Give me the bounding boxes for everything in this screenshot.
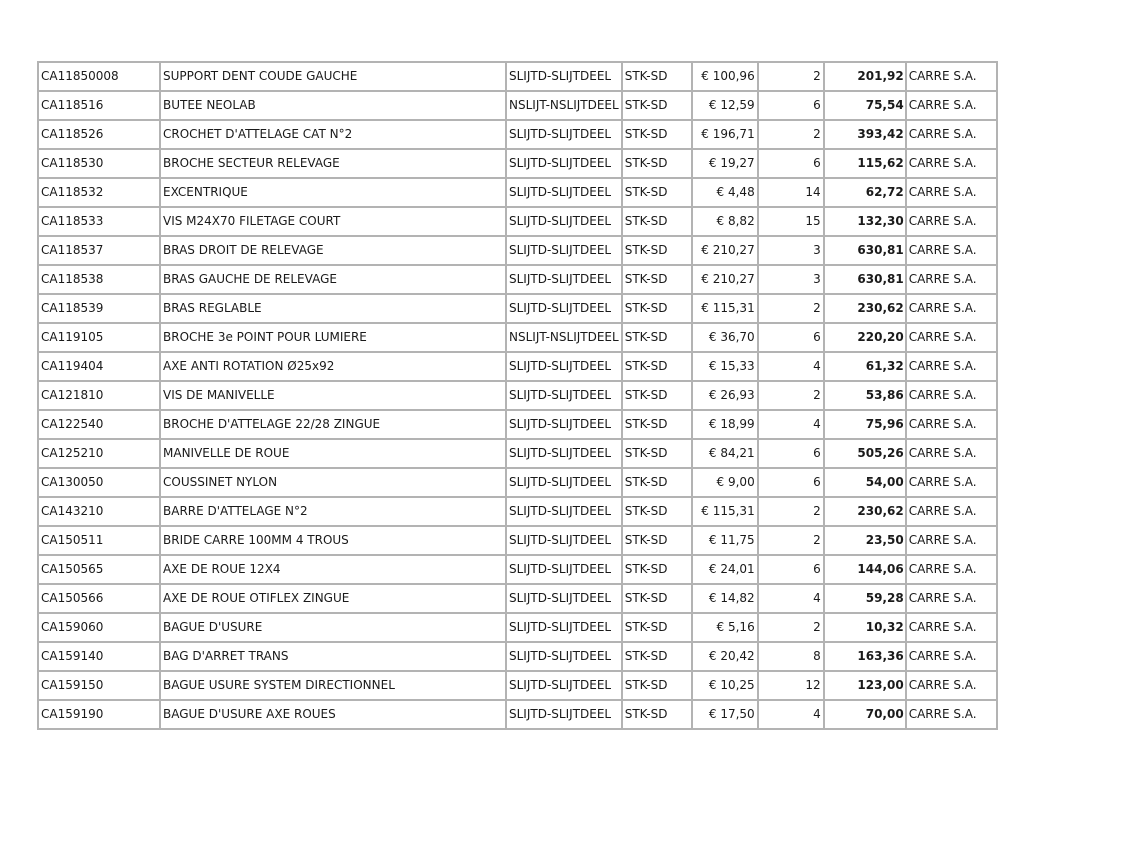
supplier-cell: CARRE S.A. — [906, 120, 997, 149]
table-row — [38, 207, 997, 236]
unit-price-cell: € 17,50 — [692, 700, 758, 729]
category-cell: SLIJTD-SLIJTDEEL — [506, 149, 622, 178]
part-code-cell: CA130050 — [38, 468, 160, 497]
description-cell: BRIDE CARRE 100MM 4 TROUS — [160, 526, 506, 555]
category-cell: SLIJTD-SLIJTDEEL — [506, 178, 622, 207]
unit-cell: STK-SD — [622, 120, 692, 149]
unit-price-cell: € 5,16 — [692, 613, 758, 642]
description-cell: BRAS DROIT DE RELEVAGE — [160, 236, 506, 265]
part-code-cell: CA119105 — [38, 323, 160, 352]
line-total-cell: 220,20 — [824, 323, 906, 352]
quantity-cell: 2 — [758, 613, 824, 642]
line-total-cell: 132,30 — [824, 207, 906, 236]
description-cell: BROCHE SECTEUR RELEVAGE — [160, 149, 506, 178]
supplier-cell: CARRE S.A. — [906, 555, 997, 584]
unit-price-cell: € 18,99 — [692, 410, 758, 439]
supplier-cell: CARRE S.A. — [906, 91, 997, 120]
quantity-cell: 6 — [758, 149, 824, 178]
table-row — [38, 149, 997, 178]
quantity-cell: 15 — [758, 207, 824, 236]
category-cell: SLIJTD-SLIJTDEEL — [506, 265, 622, 294]
unit-cell: STK-SD — [622, 323, 692, 352]
unit-cell: STK-SD — [622, 700, 692, 729]
unit-cell: STK-SD — [622, 236, 692, 265]
table-row — [38, 671, 997, 700]
line-total-cell: 393,42 — [824, 120, 906, 149]
parts-table-body — [38, 62, 997, 729]
line-total-cell: 10,32 — [824, 613, 906, 642]
category-cell: SLIJTD-SLIJTDEEL — [506, 410, 622, 439]
unit-price-cell: € 12,59 — [692, 91, 758, 120]
table-row — [38, 497, 997, 526]
unit-cell: STK-SD — [622, 294, 692, 323]
line-total-cell: 123,00 — [824, 671, 906, 700]
unit-cell: STK-SD — [622, 410, 692, 439]
supplier-cell: CARRE S.A. — [906, 207, 997, 236]
quantity-cell: 6 — [758, 555, 824, 584]
unit-price-cell: € 210,27 — [692, 265, 758, 294]
supplier-cell: CARRE S.A. — [906, 62, 997, 91]
unit-price-cell: € 210,27 — [692, 236, 758, 265]
supplier-cell: CARRE S.A. — [906, 642, 997, 671]
description-cell: BROCHE D'ATTELAGE 22/28 ZINGUE — [160, 410, 506, 439]
unit-cell: STK-SD — [622, 613, 692, 642]
description-cell: MANIVELLE DE ROUE — [160, 439, 506, 468]
quantity-cell: 6 — [758, 468, 824, 497]
description-cell: AXE ANTI ROTATION Ø25x92 — [160, 352, 506, 381]
unit-cell: STK-SD — [622, 91, 692, 120]
part-code-cell: CA118532 — [38, 178, 160, 207]
part-code-cell: CA11850008 — [38, 62, 160, 91]
unit-cell: STK-SD — [622, 497, 692, 526]
quantity-cell: 14 — [758, 178, 824, 207]
part-code-cell: CA118539 — [38, 294, 160, 323]
category-cell: SLIJTD-SLIJTDEEL — [506, 352, 622, 381]
unit-cell: STK-SD — [622, 439, 692, 468]
line-total-cell: 23,50 — [824, 526, 906, 555]
quantity-cell: 6 — [758, 439, 824, 468]
unit-price-cell: € 24,01 — [692, 555, 758, 584]
table-row — [38, 584, 997, 613]
table-row — [38, 642, 997, 671]
unit-cell: STK-SD — [622, 62, 692, 91]
supplier-cell: CARRE S.A. — [906, 700, 997, 729]
unit-cell: STK-SD — [622, 468, 692, 497]
table-row — [38, 62, 997, 91]
quantity-cell: 8 — [758, 642, 824, 671]
description-cell: BRAS REGLABLE — [160, 294, 506, 323]
table-row — [38, 178, 997, 207]
quantity-cell: 4 — [758, 352, 824, 381]
quantity-cell: 2 — [758, 381, 824, 410]
line-total-cell: 75,96 — [824, 410, 906, 439]
unit-cell: STK-SD — [622, 381, 692, 410]
part-code-cell: CA150511 — [38, 526, 160, 555]
table-row — [38, 439, 997, 468]
part-code-cell: CA122540 — [38, 410, 160, 439]
category-cell: SLIJTD-SLIJTDEEL — [506, 526, 622, 555]
line-total-cell: 54,00 — [824, 468, 906, 497]
category-cell: SLIJTD-SLIJTDEEL — [506, 671, 622, 700]
part-code-cell: CA150566 — [38, 584, 160, 613]
part-code-cell: CA118533 — [38, 207, 160, 236]
supplier-cell: CARRE S.A. — [906, 352, 997, 381]
line-total-cell: 59,28 — [824, 584, 906, 613]
unit-price-cell: € 100,96 — [692, 62, 758, 91]
table-row — [38, 294, 997, 323]
table-row — [38, 323, 997, 352]
part-code-cell: CA118538 — [38, 265, 160, 294]
table-row — [38, 613, 997, 642]
table-row — [38, 120, 997, 149]
category-cell: SLIJTD-SLIJTDEEL — [506, 700, 622, 729]
line-total-cell: 115,62 — [824, 149, 906, 178]
category-cell: SLIJTD-SLIJTDEEL — [506, 584, 622, 613]
supplier-cell: CARRE S.A. — [906, 497, 997, 526]
unit-price-cell: € 15,33 — [692, 352, 758, 381]
supplier-cell: CARRE S.A. — [906, 439, 997, 468]
supplier-cell: CARRE S.A. — [906, 584, 997, 613]
unit-price-cell: € 115,31 — [692, 294, 758, 323]
quantity-cell: 2 — [758, 294, 824, 323]
table-row — [38, 381, 997, 410]
category-cell: SLIJTD-SLIJTDEEL — [506, 294, 622, 323]
line-total-cell: 201,92 — [824, 62, 906, 91]
line-total-cell: 62,72 — [824, 178, 906, 207]
table-row — [38, 700, 997, 729]
table-row — [38, 410, 997, 439]
unit-price-cell: € 36,70 — [692, 323, 758, 352]
description-cell: BARRE D'ATTELAGE N°2 — [160, 497, 506, 526]
unit-cell: STK-SD — [622, 584, 692, 613]
part-code-cell: CA143210 — [38, 497, 160, 526]
description-cell: VIS DE MANIVELLE — [160, 381, 506, 410]
category-cell: SLIJTD-SLIJTDEEL — [506, 381, 622, 410]
unit-price-cell: € 196,71 — [692, 120, 758, 149]
table-row — [38, 526, 997, 555]
category-cell: SLIJTD-SLIJTDEEL — [506, 207, 622, 236]
line-total-cell: 230,62 — [824, 294, 906, 323]
quantity-cell: 4 — [758, 584, 824, 613]
unit-cell: STK-SD — [622, 555, 692, 584]
unit-cell: STK-SD — [622, 352, 692, 381]
quantity-cell: 12 — [758, 671, 824, 700]
unit-price-cell: € 11,75 — [692, 526, 758, 555]
supplier-cell: CARRE S.A. — [906, 381, 997, 410]
description-cell: BUTEE NEOLAB — [160, 91, 506, 120]
parts-table — [37, 61, 998, 730]
description-cell: BAGUE D'USURE — [160, 613, 506, 642]
description-cell: BAG D'ARRET TRANS — [160, 642, 506, 671]
line-total-cell: 230,62 — [824, 497, 906, 526]
part-code-cell: CA121810 — [38, 381, 160, 410]
description-cell: EXCENTRIQUE — [160, 178, 506, 207]
category-cell: SLIJTD-SLIJTDEEL — [506, 439, 622, 468]
part-code-cell: CA118537 — [38, 236, 160, 265]
part-code-cell: CA118516 — [38, 91, 160, 120]
description-cell: BRAS GAUCHE DE RELEVAGE — [160, 265, 506, 294]
quantity-cell: 4 — [758, 700, 824, 729]
table-row — [38, 91, 997, 120]
quantity-cell: 6 — [758, 323, 824, 352]
category-cell: NSLIJT-NSLIJTDEEL — [506, 323, 622, 352]
part-code-cell: CA125210 — [38, 439, 160, 468]
line-total-cell: 163,36 — [824, 642, 906, 671]
supplier-cell: CARRE S.A. — [906, 294, 997, 323]
quantity-cell: 2 — [758, 62, 824, 91]
part-code-cell: CA159150 — [38, 671, 160, 700]
supplier-cell: CARRE S.A. — [906, 671, 997, 700]
description-cell: AXE DE ROUE 12X4 — [160, 555, 506, 584]
line-total-cell: 505,26 — [824, 439, 906, 468]
supplier-cell: CARRE S.A. — [906, 410, 997, 439]
quantity-cell: 3 — [758, 236, 824, 265]
description-cell: SUPPORT DENT COUDE GAUCHE — [160, 62, 506, 91]
table-row — [38, 265, 997, 294]
unit-price-cell: € 14,82 — [692, 584, 758, 613]
unit-price-cell: € 10,25 — [692, 671, 758, 700]
quantity-cell: 3 — [758, 265, 824, 294]
supplier-cell: CARRE S.A. — [906, 265, 997, 294]
category-cell: SLIJTD-SLIJTDEEL — [506, 120, 622, 149]
supplier-cell: CARRE S.A. — [906, 178, 997, 207]
description-cell: CROCHET D'ATTELAGE CAT N°2 — [160, 120, 506, 149]
line-total-cell: 70,00 — [824, 700, 906, 729]
part-code-cell: CA118530 — [38, 149, 160, 178]
unit-price-cell: € 26,93 — [692, 381, 758, 410]
part-code-cell: CA159190 — [38, 700, 160, 729]
unit-price-cell: € 20,42 — [692, 642, 758, 671]
supplier-cell: CARRE S.A. — [906, 526, 997, 555]
category-cell: SLIJTD-SLIJTDEEL — [506, 642, 622, 671]
part-code-cell: CA119404 — [38, 352, 160, 381]
description-cell: BAGUE USURE SYSTEM DIRECTIONNEL — [160, 671, 506, 700]
category-cell: SLIJTD-SLIJTDEEL — [506, 497, 622, 526]
description-cell: VIS M24X70 FILETAGE COURT — [160, 207, 506, 236]
line-total-cell: 53,86 — [824, 381, 906, 410]
unit-cell: STK-SD — [622, 526, 692, 555]
part-code-cell: CA159140 — [38, 642, 160, 671]
unit-cell: STK-SD — [622, 265, 692, 294]
unit-price-cell: € 9,00 — [692, 468, 758, 497]
line-total-cell: 630,81 — [824, 265, 906, 294]
line-total-cell: 75,54 — [824, 91, 906, 120]
unit-cell: STK-SD — [622, 207, 692, 236]
line-total-cell: 61,32 — [824, 352, 906, 381]
quantity-cell: 6 — [758, 91, 824, 120]
table-row — [38, 555, 997, 584]
category-cell: SLIJTD-SLIJTDEEL — [506, 613, 622, 642]
unit-price-cell: € 19,27 — [692, 149, 758, 178]
quantity-cell: 2 — [758, 526, 824, 555]
part-code-cell: CA150565 — [38, 555, 160, 584]
supplier-cell: CARRE S.A. — [906, 236, 997, 265]
unit-cell: STK-SD — [622, 178, 692, 207]
unit-cell: STK-SD — [622, 671, 692, 700]
description-cell: COUSSINET NYLON — [160, 468, 506, 497]
unit-cell: STK-SD — [622, 149, 692, 178]
supplier-cell: CARRE S.A. — [906, 323, 997, 352]
unit-price-cell: € 115,31 — [692, 497, 758, 526]
category-cell: SLIJTD-SLIJTDEEL — [506, 62, 622, 91]
quantity-cell: 2 — [758, 497, 824, 526]
description-cell: BAGUE D'USURE AXE ROUES — [160, 700, 506, 729]
table-row — [38, 468, 997, 497]
category-cell: SLIJTD-SLIJTDEEL — [506, 236, 622, 265]
unit-cell: STK-SD — [622, 642, 692, 671]
description-cell: AXE DE ROUE OTIFLEX ZINGUE — [160, 584, 506, 613]
quantity-cell: 2 — [758, 120, 824, 149]
supplier-cell: CARRE S.A. — [906, 468, 997, 497]
table-row — [38, 236, 997, 265]
description-cell: BROCHE 3e POINT POUR LUMIERE — [160, 323, 506, 352]
unit-price-cell: € 4,48 — [692, 178, 758, 207]
unit-price-cell: € 8,82 — [692, 207, 758, 236]
line-total-cell: 144,06 — [824, 555, 906, 584]
table-row — [38, 352, 997, 381]
part-code-cell: CA159060 — [38, 613, 160, 642]
category-cell: SLIJTD-SLIJTDEEL — [506, 555, 622, 584]
unit-price-cell: € 84,21 — [692, 439, 758, 468]
category-cell: SLIJTD-SLIJTDEEL — [506, 468, 622, 497]
part-code-cell: CA118526 — [38, 120, 160, 149]
supplier-cell: CARRE S.A. — [906, 613, 997, 642]
line-total-cell: 630,81 — [824, 236, 906, 265]
supplier-cell: CARRE S.A. — [906, 149, 997, 178]
category-cell: NSLIJT-NSLIJTDEEL — [506, 91, 622, 120]
quantity-cell: 4 — [758, 410, 824, 439]
